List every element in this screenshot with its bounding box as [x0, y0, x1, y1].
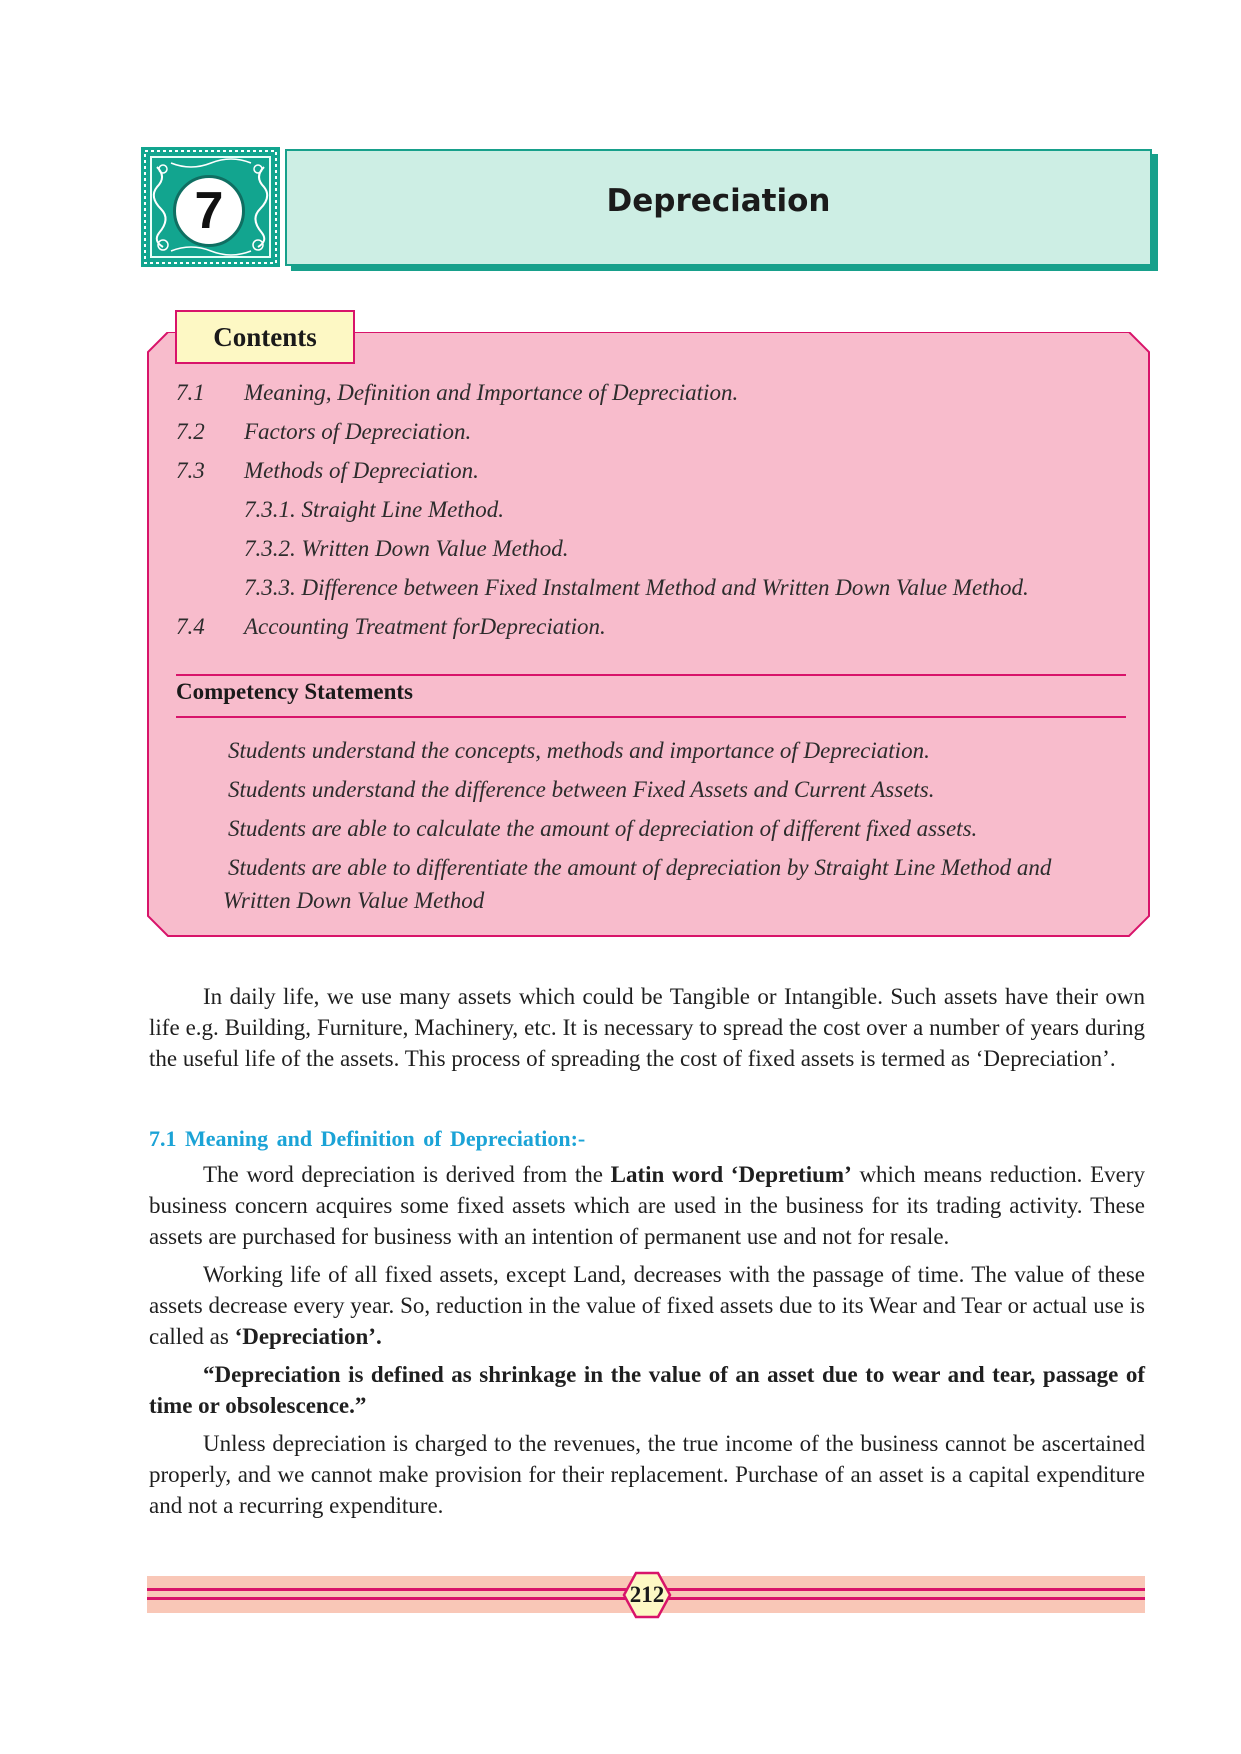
section-body: [149, 1159, 1145, 1521]
bold-text: Latin word ‘Depretium’: [610, 1162, 852, 1187]
intro-paragraph: [149, 981, 1145, 1074]
item-number: 7.4: [176, 614, 205, 639]
item-number: 7.3: [176, 458, 205, 483]
item-text: Methods of Depreciation.: [244, 458, 479, 483]
page-number: 212: [629, 1582, 665, 1607]
list-item: [176, 419, 1136, 458]
list-item: [176, 497, 1136, 536]
list-item-line: Students are able to differentiate the amount of depreciation by Straight Line Method and: [228, 855, 1052, 880]
list-item: [176, 575, 1136, 614]
section-heading: 7.1 Meaning and Definition of Depreciation:-: [149, 1126, 586, 1151]
competency-heading: Competency Statements: [176, 679, 413, 704]
divider: [176, 716, 1126, 718]
text: The word depreciation is derived from the: [203, 1162, 611, 1187]
chapter-title: Depreciation: [606, 182, 831, 219]
item-number: 7.1: [176, 380, 205, 405]
bold-text: ‘Depreciation’.: [234, 1324, 382, 1349]
item-number: 7.2: [176, 419, 205, 444]
contents-heading: Contents: [175, 310, 355, 364]
text: Working life of all fixed assets, except Land, decreases with the passage of time. The value of these assets decrease every year. So, reduction in the value of fixed assets due to its Wear and Tear or actual use is called as: [149, 1262, 1145, 1349]
definition-quote: “Depreciation is defined as shrinkage in the value of an asset due to wear and tear, passage of time or obsolescence.”: [149, 1362, 1145, 1418]
page-number-badge: [612, 1570, 682, 1620]
paragraph: [149, 1259, 1145, 1352]
list-item-line: Written Down Value Method: [223, 888, 485, 913]
chapter-number: 7: [173, 175, 245, 247]
text: which means reduction. Every business concern acquires some fixed assets which are used in the business for its trading activity. These assets are purchased for business with an intention of permanent use and not for resale.: [149, 1162, 1145, 1249]
paragraph: Unless depreciation is charged to the revenues, the true income of the business cannot be ascertained properly, and we cannot make provision for their replacement. Purchase of an asset is a capital expenditure and not a recurring expenditure.: [149, 1431, 1145, 1518]
item-text: 7.3.3. Difference between Fixed Instalment Method and Written Down Value Method.: [244, 575, 1029, 600]
list-item: Students understand the concepts, methods and importance of Depreciation.: [228, 738, 930, 763]
item-text: 7.3.1. Straight Line Method.: [244, 497, 505, 522]
list-item: [176, 614, 1136, 653]
item-text: Factors of Depreciation.: [244, 419, 472, 444]
paragraph: [149, 1159, 1145, 1252]
list-item: [176, 458, 1136, 497]
item-text: Meaning, Definition and Importance of Depreciation.: [244, 380, 739, 405]
list-item: Students understand the difference between Fixed Assets and Current Assets.: [228, 777, 935, 802]
chapter-number-badge: [141, 147, 280, 267]
competency-list: [223, 734, 1133, 917]
chapter-title-box: [285, 149, 1152, 266]
divider: [176, 674, 1126, 676]
list-item: Students are able to calculate the amount of depreciation of different fixed assets.: [228, 816, 978, 841]
paragraph: In daily life, we use many assets which could be Tangible or Intangible. Such assets have their own life e.g. Building, Furniture, Machinery, etc. It is necessary to spread the cost over a number of years during the useful life of the assets. This process of spreading the cost of fixed assets is termed as ‘Depreciation’.: [149, 984, 1145, 1071]
item-text: Accounting Treatment forDepreciation.: [244, 614, 606, 639]
list-item: [176, 380, 1136, 419]
contents-list: [176, 380, 1136, 653]
list-item: [176, 536, 1136, 575]
item-text: 7.3.2. Written Down Value Method.: [244, 536, 569, 561]
list-item: [223, 851, 1128, 917]
